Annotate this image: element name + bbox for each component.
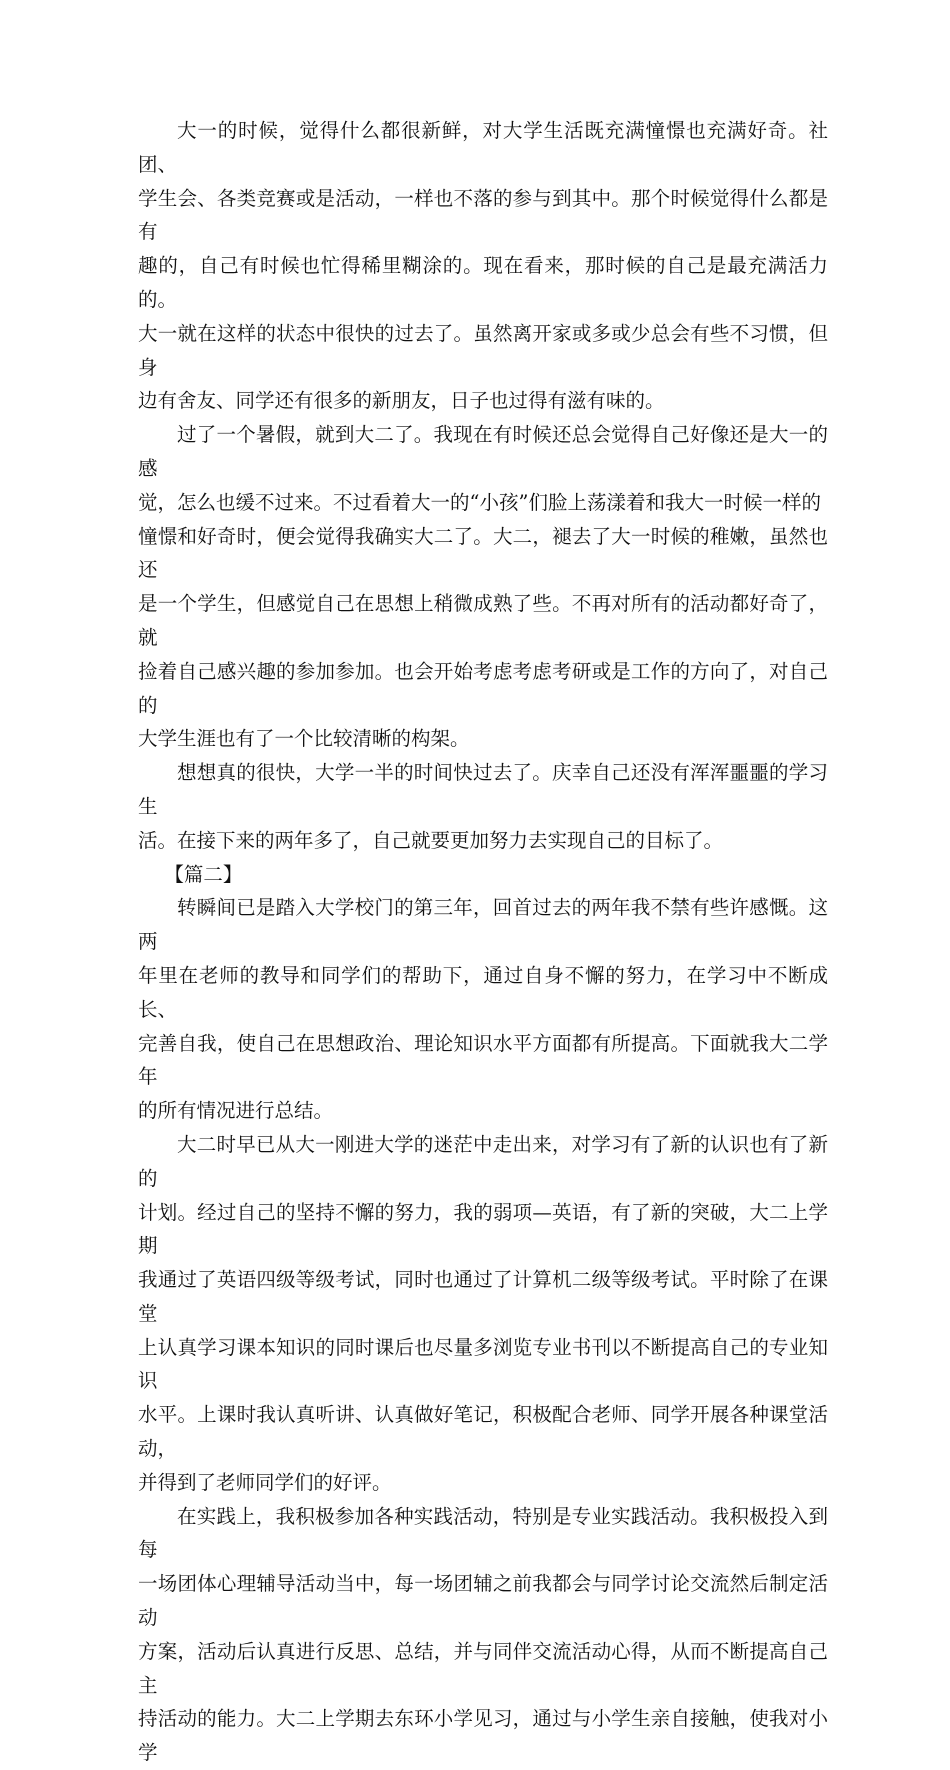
paragraph: 在实践上，我积极参加各种实践活动，特别是专业实践活动。我积极投入到每 一场团体心理辅导活动当中，每一场团辅之前我都会与同学讨论交流然后制定活动 方案，活动后认真进行反思、总结，并与同伴交流活动心得，从而不断提高自己主 持活动的能力。大二上学期去东环小学见习，通过与小学生亲自接触，使我对小学 [138,1504,828,1765]
paragraph: 转瞬间已是踏入大学校门的第三年，回首过去的两年我不禁有些许感慨。这两 年里在老师的教导和同学们的帮助下，通过自身不懈的努力，在学习中不断成长、 完善自我，使自己在思想政治、理论知识水平方面都有所提高。下面就我大二学年 的所有情况进行总结。 [138,896,828,1123]
paragraph: 大一的时候，觉得什么都很新鲜，对大学生活既充满憧憬也充满好奇。社团、 学生会、各类竞赛或是活动，一样也不落的参与到其中。那个时候觉得什么都是有 趣的，自己有时候也忙得稀里糊涂的。现在看来，那时候的自己是最充满活力的。 大一就在这样的状态中很快的过去了。虽然离开家或多或少总会有些不习惯，但身 边有舍友、同学还有很多的新朋友，日子也过得有滋有味的。 [138,119,828,413]
paragraph: 大二时早已从大一刚进大学的迷茫中走出来，对学习有了新的认识也有了新的 计划。经过自己的坚持不懈的努力，我的弱项—英语，有了新的突破，大二上学期 我通过了英语四级等级考试，同时也通过了计算机二级等级考试。平时除了在课堂 上认真学习课本知识的同时课后也尽量多浏览专业书刊以不断提高自己的专业知识 水平。上课时我认真听讲、认真做好笔记，积极配合老师、同学开展各种课堂活动， 并得到了老师同学们的好评。 [138,1132,828,1494]
document-body [138,114,828,1770]
section-heading: 【篇二】 [164,862,243,886]
paragraph: 想想真的很快，大学一半的时间快过去了。庆幸自己还没有浑浑噩噩的学习生 活。在接下来的两年多了，自己就要更加努力去实现自己的目标了。 [138,761,828,852]
paragraph: 过了一个暑假，就到大二了。我现在有时候还总会觉得自己好像还是大一的感 觉，怎么也缓不过来。不过看着大一的“小孩”们脸上荡漾着和我大一时候一样的 憧憬和好奇时，便会觉得我确实大二了。大二，褪去了大一时候的稚嫩，虽然也还 是一个学生，但感觉自己在思想上稍微成熟了些。不再对所有的活动都好奇了，就 捡着自己感兴趣的参加参加。也会开始考虑考虑考研或是工作的方向了，对自己的 大学生涯也有了一个比较清晰的构架。 [138,423,828,751]
